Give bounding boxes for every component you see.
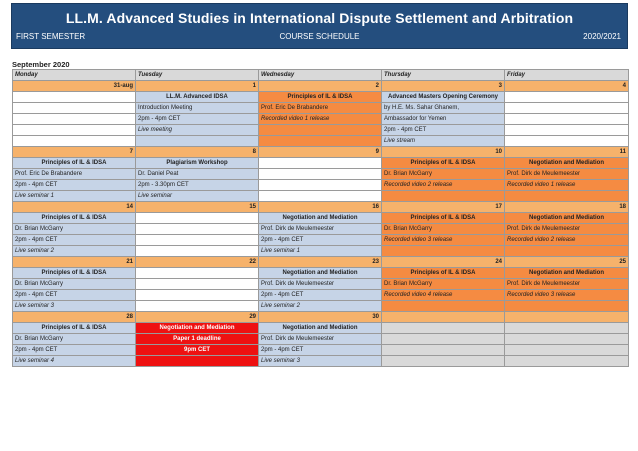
date-number — [382, 312, 505, 323]
event-title: Negotiation and Mediation — [259, 268, 382, 279]
event-title: Negotiation and Mediation — [136, 323, 259, 334]
event-line-row — [13, 301, 629, 312]
date-number: 11 — [505, 147, 629, 158]
event-detail — [382, 191, 505, 202]
event-detail — [136, 279, 259, 290]
event-detail — [505, 345, 629, 356]
event-line-row — [13, 345, 629, 356]
date-number: 3 — [382, 81, 505, 92]
event-detail: 2pm - 4pm CET — [13, 180, 136, 191]
event-title: Principles of IL & IDSA — [382, 158, 505, 169]
event-detail: Live seminar 3 — [259, 356, 382, 367]
month-label: September 2020 — [12, 60, 70, 69]
event-detail: Prof. Dirk de Meulemeester — [505, 279, 629, 290]
date-number: 24 — [382, 257, 505, 268]
event-detail: Live seminar 1 — [259, 246, 382, 257]
event-detail: Live seminar 4 — [13, 356, 136, 367]
event-line-row — [13, 224, 629, 235]
event-line-row — [13, 169, 629, 180]
event-detail: Recorded video 1 release — [259, 114, 382, 125]
event-detail: Dr. Brian McGarry — [382, 169, 505, 180]
day-header: Wednesday — [259, 70, 382, 81]
event-title: Negotiation and Mediation — [505, 268, 629, 279]
event-detail — [136, 290, 259, 301]
date-number: 4 — [505, 81, 629, 92]
event-detail — [382, 334, 505, 345]
event-detail: Prof. Eric De Brabandere — [13, 169, 136, 180]
event-detail: Live meeting — [136, 125, 259, 136]
event-line-row — [13, 92, 629, 103]
event-detail: 2pm - 3.30pm CET — [136, 180, 259, 191]
date-number: 9 — [259, 147, 382, 158]
day-header: Friday — [505, 70, 629, 81]
event-title: Negotiation and Mediation — [505, 213, 629, 224]
date-number — [505, 312, 629, 323]
event-detail: Live seminar — [136, 191, 259, 202]
event-title: Principles of IL & IDSA — [382, 268, 505, 279]
event-line-row — [13, 158, 629, 169]
event-title: Principles of IL & IDSA — [13, 323, 136, 334]
event-detail: Prof. Eric De Brabandere — [259, 103, 382, 114]
event-title: Negotiation and Mediation — [259, 213, 382, 224]
event-detail: Live seminar 2 — [259, 301, 382, 312]
event-detail — [382, 356, 505, 367]
event-line-row — [13, 290, 629, 301]
event-detail: Prof. Dirk de Meulemeester — [259, 224, 382, 235]
date-number: 29 — [136, 312, 259, 323]
event-line-row — [13, 235, 629, 246]
event-detail — [259, 136, 382, 147]
date-row — [13, 81, 629, 92]
event-title: Negotiation and Mediation — [505, 158, 629, 169]
event-title — [259, 158, 382, 169]
event-detail — [505, 191, 629, 202]
event-title — [382, 323, 505, 334]
event-detail — [259, 169, 382, 180]
event-title: Principles of IL & IDSA — [382, 213, 505, 224]
event-line-row — [13, 279, 629, 290]
semester-label: FIRST SEMESTER — [16, 32, 86, 41]
date-number: 25 — [505, 257, 629, 268]
event-detail: 9pm CET — [136, 345, 259, 356]
event-line-row — [13, 323, 629, 334]
event-detail: Dr. Brian McGarry — [382, 279, 505, 290]
date-number: 23 — [259, 257, 382, 268]
event-detail: Recorded video 3 release — [505, 290, 629, 301]
event-detail: Paper 1 deadline — [136, 334, 259, 345]
event-detail — [505, 103, 629, 114]
event-detail: Dr. Brian McGarry — [382, 224, 505, 235]
date-row — [13, 147, 629, 158]
date-number: 7 — [13, 147, 136, 158]
date-number: 14 — [13, 202, 136, 213]
event-detail: Recorded video 2 release — [382, 180, 505, 191]
page-title: LL.M. Advanced Studies in International Dispute Settlement and Arbitration — [65, 10, 574, 26]
event-detail: 2pm - 4pm CET — [13, 235, 136, 246]
event-detail — [505, 136, 629, 147]
event-detail — [136, 235, 259, 246]
event-detail: Dr. Daniel Peat — [136, 169, 259, 180]
event-line-row — [13, 246, 629, 257]
event-detail: Prof. Dirk de Meulemeester — [259, 334, 382, 345]
event-detail — [382, 246, 505, 257]
event-detail — [13, 103, 136, 114]
event-detail: 2pm - 4pm CET — [136, 114, 259, 125]
event-detail: 2pm - 4pm CET — [259, 235, 382, 246]
date-number: 1 — [136, 81, 259, 92]
event-detail — [505, 334, 629, 345]
event-line-row — [13, 213, 629, 224]
date-number: 28 — [13, 312, 136, 323]
event-detail — [382, 345, 505, 356]
date-number: 15 — [136, 202, 259, 213]
date-number: 16 — [259, 202, 382, 213]
event-title — [136, 268, 259, 279]
date-number: 17 — [382, 202, 505, 213]
event-title — [505, 323, 629, 334]
event-detail: Introduction Meeting — [136, 103, 259, 114]
event-detail: by H.E. Ms. Sahar Ghanem, — [382, 103, 505, 114]
day-header: Tuesday — [136, 70, 259, 81]
event-detail: 2pm - 4pm CET — [382, 125, 505, 136]
event-title — [13, 92, 136, 103]
event-title: Plagiarism Workshop — [136, 158, 259, 169]
event-line-row — [13, 136, 629, 147]
event-detail — [259, 191, 382, 202]
date-number: 22 — [136, 257, 259, 268]
event-detail: 2pm - 4pm CET — [13, 345, 136, 356]
event-line-row — [13, 334, 629, 345]
date-row — [13, 202, 629, 213]
event-title: LL.M. Advanced IDSA — [136, 92, 259, 103]
event-detail — [505, 125, 629, 136]
event-line-row — [13, 356, 629, 367]
event-title: Principles of IL & IDSA — [13, 158, 136, 169]
schedule-header — [11, 3, 628, 49]
event-line-row — [13, 103, 629, 114]
event-detail: Recorded video 3 release — [382, 235, 505, 246]
event-detail: Dr. Brian McGarry — [13, 224, 136, 235]
event-detail: 2pm - 4pm CET — [259, 290, 382, 301]
event-detail — [505, 301, 629, 312]
event-line-row — [13, 125, 629, 136]
event-detail — [382, 301, 505, 312]
event-detail: Dr. Brian McGarry — [13, 279, 136, 290]
event-title: Principles of IL & IDSA — [13, 268, 136, 279]
event-line-row — [13, 114, 629, 125]
event-title: Advanced Masters Opening Ceremony — [382, 92, 505, 103]
event-detail: Live seminar 1 — [13, 191, 136, 202]
event-detail — [259, 180, 382, 191]
event-detail: Dr. Brian McGarry — [13, 334, 136, 345]
date-number: 18 — [505, 202, 629, 213]
date-number: 30 — [259, 312, 382, 323]
date-row — [13, 257, 629, 268]
academic-year: 2020/2021 — [583, 32, 621, 41]
event-detail — [505, 356, 629, 367]
event-detail — [505, 246, 629, 257]
event-detail — [136, 136, 259, 147]
event-title: Principles of IL & IDSA — [259, 92, 382, 103]
event-detail: 2pm - 4pm CET — [259, 345, 382, 356]
event-line-row — [13, 268, 629, 279]
date-row — [13, 312, 629, 323]
event-detail: Prof. Dirk de Meulemeester — [505, 224, 629, 235]
event-detail: Recorded video 4 release — [382, 290, 505, 301]
date-number: 21 — [13, 257, 136, 268]
event-detail: 2pm - 4pm CET — [13, 290, 136, 301]
event-detail — [13, 136, 136, 147]
event-detail — [259, 125, 382, 136]
event-title: Negotiation and Mediation — [259, 323, 382, 334]
day-header: Monday — [13, 70, 136, 81]
event-detail: Prof. Dirk de Meulemeester — [259, 279, 382, 290]
date-number: 10 — [382, 147, 505, 158]
event-detail: Ambassador for Yemen — [382, 114, 505, 125]
event-detail: Recorded video 2 release — [505, 235, 629, 246]
event-detail — [136, 356, 259, 367]
event-line-row — [13, 191, 629, 202]
event-detail — [136, 301, 259, 312]
day-header-row — [13, 70, 629, 81]
event-detail: Live seminar 2 — [13, 246, 136, 257]
event-title — [505, 92, 629, 103]
date-number: 8 — [136, 147, 259, 158]
schedule-label: COURSE SCHEDULE — [279, 32, 360, 41]
event-detail: Live stream — [382, 136, 505, 147]
event-detail — [136, 246, 259, 257]
event-title: Principles of IL & IDSA — [13, 213, 136, 224]
event-detail: Recorded video 1 release — [505, 180, 629, 191]
event-detail: Prof. Dirk de Meulemeester — [505, 169, 629, 180]
event-title — [136, 213, 259, 224]
event-detail: Live seminar 3 — [13, 301, 136, 312]
event-detail — [505, 114, 629, 125]
event-detail — [13, 114, 136, 125]
event-detail — [13, 125, 136, 136]
date-number: 2 — [259, 81, 382, 92]
date-number: 31-aug — [13, 81, 136, 92]
day-header: Thursday — [382, 70, 505, 81]
event-line-row — [13, 180, 629, 191]
event-detail — [136, 224, 259, 235]
schedule-table — [12, 69, 629, 367]
